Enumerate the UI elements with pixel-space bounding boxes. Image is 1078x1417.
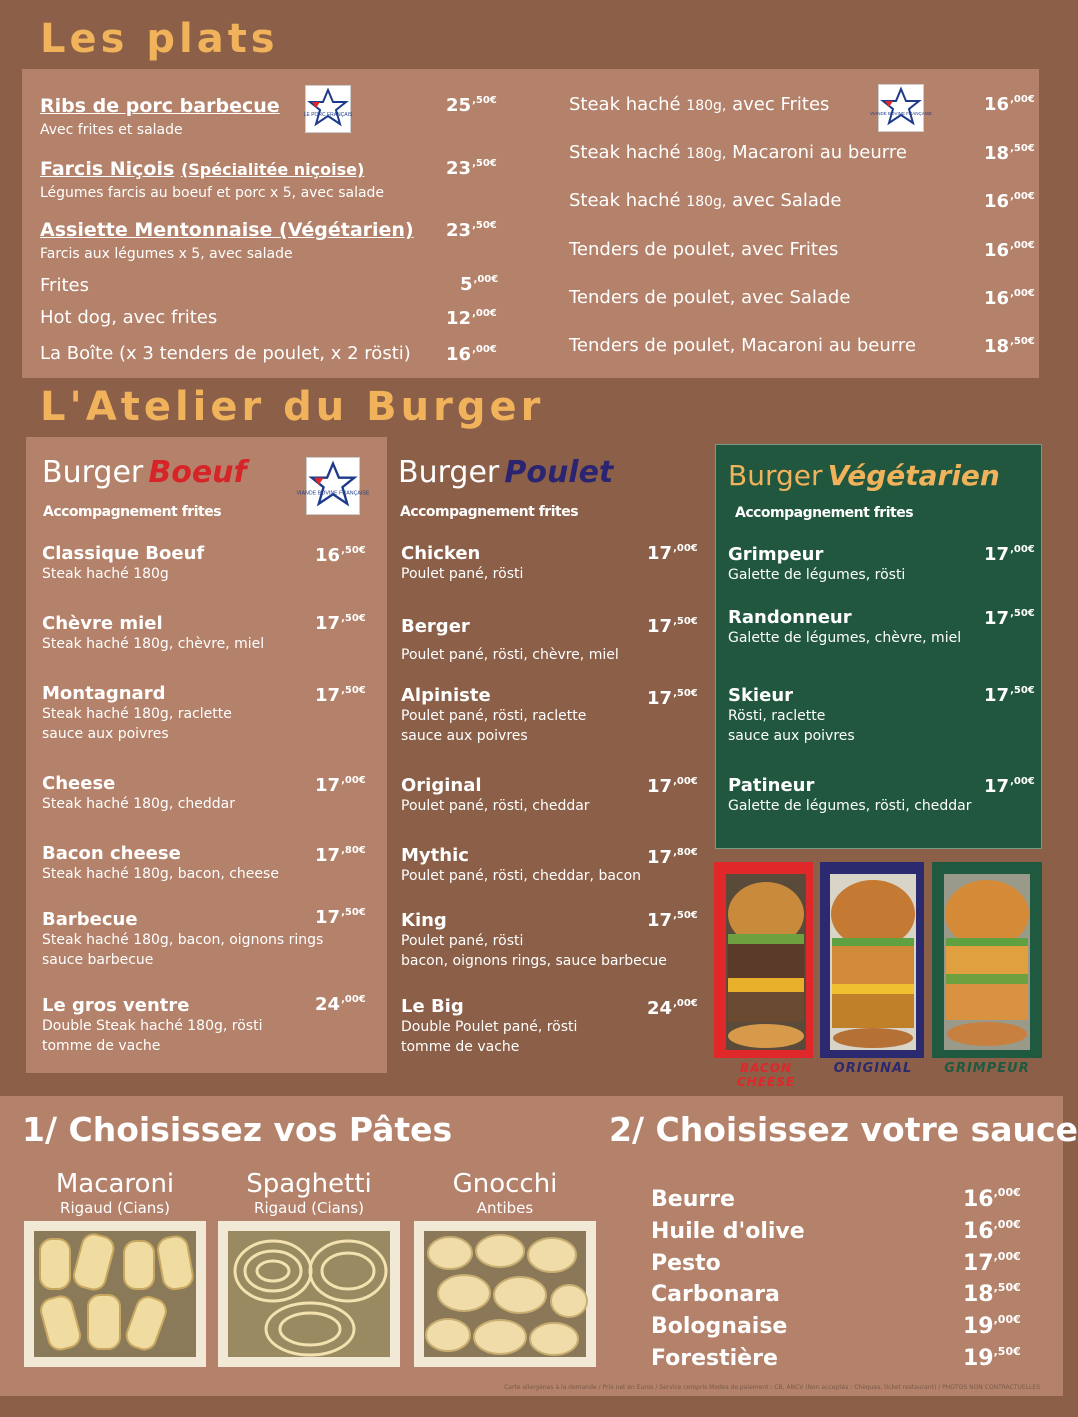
- plat-name: Tenders de poulet, avec Frites: [569, 239, 839, 260]
- sauce-title: 2/ Choisissez votre sauce: [609, 1110, 1078, 1149]
- burger-item: Patineur Galette de légumes, rösti, cheddar: [728, 775, 972, 814]
- burger-price: $17^{,50€}$: [984, 608, 1035, 629]
- plat-item: [40, 95, 280, 140]
- svg-text:VIANDE BOVINE FRANÇAISE: VIANDE BOVINE FRANÇAISE: [869, 111, 933, 116]
- plat-name: Hot dog, avec frites: [40, 307, 218, 328]
- sauce-price: $16^{,00€}$: [963, 1218, 1021, 1244]
- burger-photo-bacon-cheese: [714, 862, 813, 1058]
- plats-title: Les plats: [40, 16, 279, 62]
- viande-bovine-logo: [869, 84, 933, 132]
- plat-name: Steak haché 180g, avec Frites: [569, 94, 830, 115]
- plat-price: $18^{,50€}$: [984, 336, 1035, 357]
- pates-title: 1/ Choisissez vos Pâtes: [22, 1110, 453, 1149]
- sauce-price: $19^{,50€}$: [963, 1345, 1021, 1371]
- spaghetti-photo: [218, 1221, 400, 1367]
- burger-vege-sub: Accompagnement frites: [735, 505, 914, 521]
- burger-poulet-panel: [386, 437, 706, 1073]
- viande-bovine-logo: [296, 457, 370, 515]
- burger-price: $17^{,50€}$: [315, 907, 366, 928]
- burger-boeuf-sub: Accompagnement frites: [43, 504, 222, 520]
- plat-desc: Farcis aux légumes x 5, avec salade: [40, 246, 293, 262]
- burger-vege-title: Burger Végétarien: [728, 459, 1000, 492]
- burger-item: Chicken Poulet pané, rösti: [401, 543, 524, 582]
- plat-name: Assiette Mentonnaise (Végétarien): [40, 219, 414, 241]
- sauce-price: $19^{,00€}$: [963, 1313, 1021, 1339]
- burger-item: Alpiniste Poulet pané, rösti, raclette sauce aux poivres: [401, 685, 587, 744]
- burger-price: $17^{,50€}$: [315, 685, 366, 706]
- plat-name: Farcis Niçois (Spécialitée niçoise): [40, 158, 365, 180]
- burger-item: Grimpeur Galette de légumes, rösti: [728, 544, 906, 583]
- burger-item: Cheese Steak haché 180g, cheddar: [42, 773, 236, 812]
- burger-price: $17^{,80€}$: [315, 845, 366, 866]
- porc-francais-logo: [305, 85, 351, 133]
- sauce-price: $17^{,00€}$: [963, 1250, 1021, 1276]
- burger-item: Bacon cheese Steak haché 180g, bacon, cheese: [42, 843, 279, 882]
- burger-price: $17^{,50€}$: [984, 685, 1035, 706]
- footer-note: Carte allergènes à la demande / Prix net en Euros / Service compris Modes de paiement : CB, ANCV (Non acceptés : Chèques, ticket restaurant) / PHOTOS NON CONTRACTUELLES: [504, 1384, 1040, 1391]
- burger-item: Montagnard Steak haché 180g, raclette sauce aux poivres: [42, 683, 232, 742]
- burger-item: Le Big Double Poulet pané, rösti tomme de vache: [401, 996, 578, 1055]
- photo-caption: ORIGINAL: [833, 1061, 913, 1076]
- burger-item: Le gros ventre Double Steak haché 180g, rösti tomme de vache: [42, 995, 263, 1054]
- plat-name: Tenders de poulet, Macaroni au beurre: [569, 335, 916, 356]
- burger-boeuf-title: Burger Boeuf: [42, 455, 247, 490]
- sauce-price: $16^{,00€}$: [963, 1186, 1021, 1212]
- burger-item: Barbecue Steak haché 180g, bacon, oignons rings sauce barbecue: [42, 909, 324, 968]
- burger-item: Chèvre miel Steak haché 180g, chèvre, miel: [42, 613, 265, 652]
- burger-price: $17^{,00€}$: [315, 775, 366, 796]
- burger-price: $16^{,50€}$: [315, 545, 366, 566]
- burger-item: Original Poulet pané, rösti, cheddar: [401, 775, 590, 814]
- plats-panel: [22, 69, 1039, 378]
- plat-name: La Boîte (x 3 tenders de poulet, x 2 rösti): [40, 343, 411, 364]
- plat-price: $16^{,00€}$: [984, 94, 1035, 115]
- burger-price: $17^{,50€}$: [647, 688, 698, 709]
- plat-item: [40, 219, 414, 264]
- plat-price: $12^{,00€}$: [446, 308, 497, 329]
- pate-name: Macaroni: [55, 1169, 175, 1199]
- plat-price: $16^{,00€}$: [984, 191, 1035, 212]
- burger-poulet-title: Burger Poulet: [398, 455, 614, 490]
- photo-caption: BACON CHEESE: [736, 1061, 796, 1089]
- burger-price: $17^{,00€}$: [647, 543, 698, 564]
- plat-price: $5^{,00€}$: [460, 274, 499, 295]
- burger-price: $24^{,00€}$: [647, 998, 698, 1019]
- sauce-name: Forestière: [651, 1346, 778, 1371]
- plat-price: $16^{,00€}$: [984, 240, 1035, 261]
- burger-price: $17^{,50€}$: [315, 613, 366, 634]
- burger-price: $17^{,00€}$: [984, 544, 1035, 565]
- plat-name: Steak haché 180g, avec Salade: [569, 190, 842, 211]
- plat-desc: Avec frites et salade: [40, 122, 183, 138]
- sauce-name: Bolognaise: [651, 1314, 788, 1339]
- plat-name: Frites: [40, 275, 89, 296]
- burger-price: $17^{,50€}$: [647, 616, 698, 637]
- plat-price: $23^{,50€}$: [446, 220, 497, 241]
- pate-origin: Antibes: [476, 1199, 534, 1217]
- sauce-name: Pesto: [651, 1251, 721, 1276]
- sauce-price: $18^{,50€}$: [963, 1281, 1021, 1307]
- burger-title: L'Atelier du Burger: [40, 384, 545, 430]
- svg-text:VIANDE BOVINE FRANÇAISE: VIANDE BOVINE FRANÇAISE: [296, 490, 370, 497]
- plat-name: Tenders de poulet, avec Salade: [569, 287, 851, 308]
- burger-vege-panel: [715, 444, 1042, 849]
- pate-origin: Rigaud (Cians): [254, 1199, 364, 1217]
- burger-price: $17^{,00€}$: [984, 776, 1035, 797]
- pate-name: Gnocchi: [452, 1169, 558, 1199]
- macaroni-photo: [24, 1221, 206, 1367]
- pate-origin: Rigaud (Cians): [60, 1199, 170, 1217]
- burger-item: Randonneur Galette de légumes, chèvre, miel: [728, 607, 962, 646]
- plat-price: $23^{,50€}$: [446, 158, 497, 179]
- sauce-name: Carbonara: [651, 1282, 780, 1307]
- pate-name: Spaghetti: [246, 1169, 372, 1199]
- burger-item: King Poulet pané, rösti bacon, oignons rings, sauce barbecue: [401, 910, 667, 969]
- plat-name: Ribs de porc barbecue: [40, 95, 280, 117]
- plat-price: $16^{,00€}$: [446, 344, 497, 365]
- gnocchi-photo: [414, 1221, 596, 1367]
- burger-price: $17^{,80€}$: [647, 847, 698, 868]
- burger-item: Mythic Poulet pané, rösti, cheddar, bacon: [401, 845, 642, 884]
- svg-text:LE PORC FRANÇAIS: LE PORC FRANÇAIS: [303, 112, 353, 118]
- photo-caption: GRIMPEUR: [944, 1061, 1030, 1076]
- burger-poulet-sub: Accompagnement frites: [400, 504, 579, 520]
- burger-boeuf-panel: [26, 437, 387, 1073]
- burger-photo-grimpeur: [932, 862, 1042, 1058]
- burger-item: Skieur Rösti, raclette sauce aux poivres: [728, 685, 855, 744]
- sauce-name: Beurre: [651, 1187, 735, 1212]
- burger-price: $17^{,00€}$: [647, 776, 698, 797]
- plat-name: Steak haché 180g, Macaroni au beurre: [569, 142, 907, 163]
- burger-item: Berger Poulet pané, rösti, chèvre, miel: [401, 616, 619, 663]
- burger-item: Classique Boeuf Steak haché 180g: [42, 543, 205, 582]
- plat-price: $18^{,50€}$: [984, 143, 1035, 164]
- burger-price: $17^{,50€}$: [647, 910, 698, 931]
- burger-photo-original: [820, 862, 924, 1058]
- plat-price: $25^{,50€}$: [446, 95, 497, 116]
- burger-price: $24^{,00€}$: [315, 994, 366, 1015]
- plat-item: [40, 158, 384, 203]
- sauce-name: Huile d'olive: [651, 1219, 805, 1244]
- plat-desc: Légumes farcis au boeuf et porc x 5, avec salade: [40, 185, 385, 201]
- plat-price: $16^{,00€}$: [984, 288, 1035, 309]
